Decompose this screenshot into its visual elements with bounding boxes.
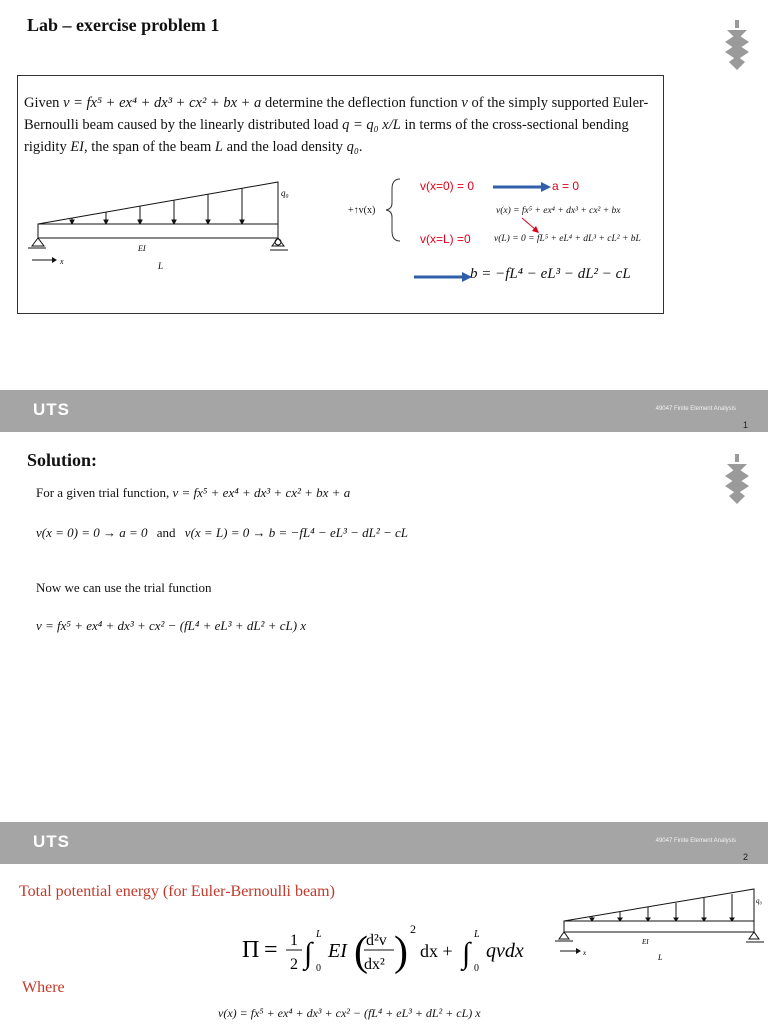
solution-line-1 xyxy=(36,485,350,501)
logo-icon xyxy=(722,454,752,506)
blue-arrow-icon xyxy=(414,270,474,284)
text-c: in terms of the cross-sectional bending rigidity xyxy=(24,117,629,155)
svg-text:0: 0 xyxy=(474,963,479,974)
svg-text:∫: ∫ xyxy=(462,937,471,970)
int-lower: 0 xyxy=(316,963,321,974)
beam-diagram-small xyxy=(552,885,766,971)
load-label: q₀ xyxy=(281,188,289,198)
line2-a: v(x = 0) = 0 → a = 0 xyxy=(36,525,148,540)
trial-fn-small: v(x) = fx⁵ + ex⁴ + dx³ + cx² + bx xyxy=(496,206,621,216)
uts-brand: UTS xyxy=(33,832,70,851)
span-label: L xyxy=(658,953,663,962)
text-a: determine the deflection function xyxy=(264,95,458,111)
x-label: x xyxy=(60,257,64,266)
d2v: d²v xyxy=(366,932,387,949)
where-label: Where xyxy=(22,979,65,996)
x-label: x xyxy=(583,949,587,957)
course-label: 49047 Finite Element Analysis xyxy=(655,838,736,844)
line2-b: v(x = L) = 0 → b = −fL⁴ − eL³ − dL² − cL xyxy=(184,525,409,540)
dx-plus: dx + xyxy=(420,941,453,961)
svg-text:L: L xyxy=(474,929,480,940)
beam-diagram xyxy=(26,174,296,274)
line2-and: and xyxy=(156,525,176,540)
blue-arrow-icon xyxy=(493,180,553,194)
power-2: 2 xyxy=(410,922,416,936)
half-numerator: 1 xyxy=(290,932,298,949)
logo-icon xyxy=(722,20,752,72)
solution-line-2 xyxy=(36,525,408,541)
solution-line-3: Now we can use the trial function xyxy=(36,580,212,595)
ei-symbol: EI xyxy=(328,940,347,962)
problem-statement xyxy=(24,92,656,158)
half-denominator: 2 xyxy=(290,956,298,973)
svg-text:(: ( xyxy=(354,929,368,975)
qv-dx: qvdx xyxy=(486,940,524,962)
q0-symbol: q₀ xyxy=(346,139,359,155)
pi-symbol: Π xyxy=(242,937,260,963)
slide-1 xyxy=(0,0,768,390)
brace-icon xyxy=(386,177,406,243)
ei-symbol: EI xyxy=(70,139,85,155)
text-e: and the load density xyxy=(226,139,343,155)
ei-label: EI xyxy=(138,244,146,253)
given-word: Given xyxy=(24,95,60,111)
bc1-label: v(x=0) = 0 xyxy=(420,179,475,193)
solution-title: Solution: xyxy=(27,450,98,470)
b-result: b = −fL⁴ − eL³ − dL² − cL xyxy=(470,266,631,282)
line1-text: For a given trial function, xyxy=(36,485,170,500)
problem-box xyxy=(17,75,664,314)
energy-equation xyxy=(240,915,540,985)
trial-function: v = fx⁵ + ex⁴ + dx³ + cx² + bx + a xyxy=(63,95,262,111)
vx-equation: v(x) = fx⁵ + ex⁴ + dx³ + cx² − (fL⁴ + eL³ + dL² + cL) x xyxy=(218,1006,481,1020)
uts-brand: UTS xyxy=(33,400,70,419)
span-label: L xyxy=(158,261,164,271)
slide-3 xyxy=(0,865,768,1024)
course-label: 49047 Finite Element Analysis xyxy=(655,406,736,412)
tpe-heading: Total potential energy (for Euler-Bernoulli beam) xyxy=(19,883,335,900)
dx2: dx² xyxy=(364,956,385,973)
footer-bar xyxy=(0,822,768,864)
v-symbol: v xyxy=(461,95,468,111)
v-axis-label: +↑v(x) xyxy=(348,205,376,216)
page-number: 2 xyxy=(742,852,748,862)
ei-label: EI xyxy=(642,938,649,946)
footer-bar xyxy=(0,390,768,432)
text-f: . xyxy=(358,139,363,155)
line1-equation: v = fx⁵ + ex⁴ + dx³ + cx² + bx + a xyxy=(172,485,351,500)
load-equation: q = q₀ x/L xyxy=(342,117,401,133)
svg-text:∫: ∫ xyxy=(304,937,313,970)
page-number: 1 xyxy=(742,420,748,430)
bc2-label: v(x=L) =0 xyxy=(420,232,471,246)
svg-text:): ) xyxy=(394,929,408,975)
slide-2 xyxy=(0,432,768,822)
text-d: , the span of the beam xyxy=(84,139,212,155)
solution-line-4: v = fx⁵ + ex⁴ + dx³ + cx² − (fL⁴ + eL³ + dL² + cL) x xyxy=(36,618,307,633)
l-symbol: L xyxy=(214,139,223,155)
slide-title: Lab – exercise problem 1 xyxy=(27,15,220,35)
int-upper: L xyxy=(316,929,322,940)
svg-text:=: = xyxy=(264,937,278,963)
load-label: q₀ xyxy=(756,897,762,905)
bc1-result: a = 0 xyxy=(552,179,580,193)
red-arrow-icon xyxy=(520,216,542,236)
text-b: of the simply supported Euler-Bernoulli beam caused by the linearly distributed load xyxy=(24,95,649,133)
fn-at-l: v(L) = 0 = fL⁵ + eL⁴ + dL³ + cL² + bL xyxy=(494,234,641,244)
